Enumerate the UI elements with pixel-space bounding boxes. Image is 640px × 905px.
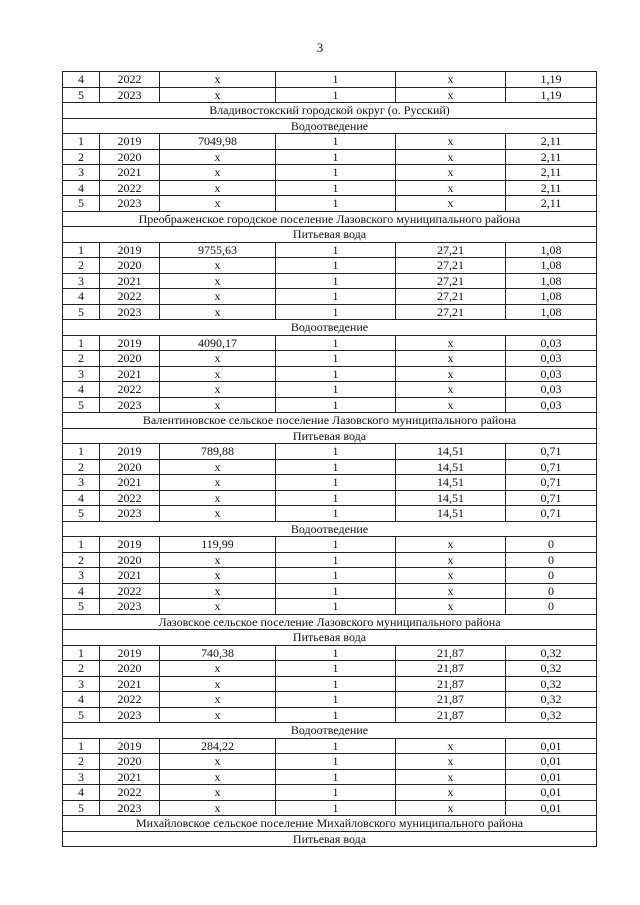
index-cell: 1,08 [506,242,597,258]
table-row [63,754,597,770]
year-cell: 2020 [100,351,160,367]
year-cell: 2022 [100,785,160,801]
subsection-header-row [63,630,597,646]
section-title: Владивостокский городской округ (о. Русский) [63,103,597,119]
factor-cell: 1 [276,397,396,413]
row-number-cell: 2 [63,552,100,568]
row-number-cell: 4 [63,180,100,196]
factor-cell: 1 [276,738,396,754]
subsection-title: Водоотведение [63,723,597,739]
factor-cell: 1 [276,382,396,398]
norm-cell: 21,87 [396,707,506,723]
factor-cell: 1 [276,87,396,103]
norm-cell: x [396,72,506,88]
year-cell: 2021 [100,769,160,785]
index-cell: 0,01 [506,738,597,754]
row-number-cell: 1 [63,134,100,150]
subsection-header-row [63,118,597,134]
factor-cell: 1 [276,258,396,274]
row-number-cell: 1 [63,738,100,754]
index-cell: 0,32 [506,692,597,708]
base-value-cell: x [160,149,276,165]
row-number-cell: 2 [63,754,100,770]
table-row [63,537,597,553]
row-number-cell: 4 [63,382,100,398]
base-value-cell: 7049,98 [160,134,276,150]
table-row [63,72,597,88]
norm-cell: x [396,583,506,599]
page-number: 3 [316,40,324,55]
table-row [63,444,597,460]
table-row [63,692,597,708]
row-number-cell: 5 [63,87,100,103]
base-value-cell: x [160,769,276,785]
norm-cell: x [396,351,506,367]
year-cell: 2020 [100,552,160,568]
table-row [63,87,597,103]
norm-cell: 14,51 [396,459,506,475]
base-value-cell: x [160,351,276,367]
row-number-cell: 5 [63,397,100,413]
base-value-cell: 740,38 [160,645,276,661]
base-value-cell: x [160,258,276,274]
norm-cell: 14,51 [396,490,506,506]
year-cell: 2021 [100,366,160,382]
factor-cell: 1 [276,475,396,491]
factor-cell: 1 [276,335,396,351]
subsection-title: Питьевая вода [63,630,597,646]
base-value-cell: x [160,800,276,816]
row-number-cell: 2 [63,149,100,165]
table-row [63,180,597,196]
year-cell: 2023 [100,304,160,320]
norm-cell: 21,87 [396,692,506,708]
year-cell: 2023 [100,87,160,103]
base-value-cell: 789,88 [160,444,276,460]
section-title: Валентиновское сельское поселение Лазовского муниципального района [63,413,597,429]
row-number-cell: 4 [63,583,100,599]
norm-cell: x [396,800,506,816]
year-cell: 2020 [100,149,160,165]
index-cell: 0,01 [506,754,597,770]
factor-cell: 1 [276,769,396,785]
factor-cell: 1 [276,149,396,165]
base-value-cell: x [160,289,276,305]
index-cell: 0,03 [506,397,597,413]
table-row [63,242,597,258]
subsection-header-row [63,723,597,739]
factor-cell: 1 [276,568,396,584]
index-cell: 0,03 [506,382,597,398]
norm-cell: 27,21 [396,304,506,320]
year-cell: 2023 [100,506,160,522]
table-row [63,800,597,816]
factor-cell: 1 [276,72,396,88]
subsection-header-row [63,428,597,444]
table-row [63,769,597,785]
section-header-row [63,413,597,429]
index-cell: 0 [506,599,597,615]
row-number-cell: 3 [63,273,100,289]
norm-cell: x [396,552,506,568]
factor-cell: 1 [276,645,396,661]
tariff-table [62,71,597,847]
subsection-header-row [63,320,597,336]
factor-cell: 1 [276,366,396,382]
norm-cell: x [396,149,506,165]
section-header-row [63,816,597,832]
base-value-cell: x [160,661,276,677]
table-row [63,506,597,522]
table-row [63,165,597,181]
factor-cell: 1 [276,273,396,289]
index-cell: 0,71 [506,490,597,506]
base-value-cell: x [160,72,276,88]
norm-cell: 14,51 [396,506,506,522]
table-row [63,289,597,305]
base-value-cell: x [160,568,276,584]
row-number-cell: 1 [63,444,100,460]
norm-cell: x [396,537,506,553]
table-row [63,785,597,801]
factor-cell: 1 [276,165,396,181]
norm-cell: 21,87 [396,676,506,692]
row-number-cell: 3 [63,475,100,491]
table-row [63,459,597,475]
norm-cell: x [396,180,506,196]
year-cell: 2021 [100,273,160,289]
year-cell: 2023 [100,800,160,816]
index-cell: 1,08 [506,289,597,305]
base-value-cell: x [160,382,276,398]
year-cell: 2019 [100,134,160,150]
year-cell: 2019 [100,645,160,661]
norm-cell: x [396,196,506,212]
index-cell: 0 [506,568,597,584]
index-cell: 0,01 [506,800,597,816]
table-body [63,72,597,847]
year-cell: 2023 [100,397,160,413]
row-number-cell: 3 [63,568,100,584]
index-cell: 0,03 [506,335,597,351]
base-value-cell: x [160,583,276,599]
year-cell: 2020 [100,258,160,274]
norm-cell: x [396,165,506,181]
index-cell: 0,01 [506,785,597,801]
base-value-cell: 119,99 [160,537,276,553]
year-cell: 2023 [100,599,160,615]
row-number-cell: 3 [63,165,100,181]
table-row [63,645,597,661]
section-title: Преображенское городское поселение Лазовского муниципального района [63,211,597,227]
index-cell: 0,71 [506,475,597,491]
index-cell: 1,08 [506,273,597,289]
factor-cell: 1 [276,537,396,553]
factor-cell: 1 [276,459,396,475]
table-row [63,583,597,599]
factor-cell: 1 [276,180,396,196]
norm-cell: x [396,599,506,615]
table-row [63,475,597,491]
section-title: Лазовское сельское поселение Лазовского муниципального района [63,614,597,630]
year-cell: 2022 [100,692,160,708]
base-value-cell: x [160,490,276,506]
year-cell: 2023 [100,196,160,212]
year-cell: 2022 [100,180,160,196]
factor-cell: 1 [276,692,396,708]
norm-cell: 14,51 [396,475,506,491]
index-cell: 0,03 [506,366,597,382]
row-number-cell: 5 [63,196,100,212]
factor-cell: 1 [276,785,396,801]
table-row [63,676,597,692]
table-row [63,258,597,274]
table-row [63,382,597,398]
row-number-cell: 4 [63,72,100,88]
index-cell: 2,11 [506,149,597,165]
norm-cell: x [396,382,506,398]
year-cell: 2019 [100,537,160,553]
section-header-row [63,614,597,630]
year-cell: 2020 [100,661,160,677]
norm-cell: 21,87 [396,661,506,677]
norm-cell: x [396,738,506,754]
index-cell: 2,11 [506,180,597,196]
row-number-cell: 4 [63,289,100,305]
row-number-cell: 2 [63,351,100,367]
index-cell: 2,11 [506,165,597,181]
base-value-cell: x [160,397,276,413]
index-cell: 0,71 [506,444,597,460]
table-row [63,568,597,584]
base-value-cell: x [160,692,276,708]
table-row [63,599,597,615]
norm-cell: x [396,785,506,801]
base-value-cell: x [160,180,276,196]
row-number-cell: 2 [63,459,100,475]
base-value-cell: x [160,599,276,615]
row-number-cell: 5 [63,304,100,320]
table-row [63,366,597,382]
factor-cell: 1 [276,583,396,599]
index-cell: 2,11 [506,134,597,150]
index-cell: 1,08 [506,258,597,274]
year-cell: 2023 [100,707,160,723]
year-cell: 2021 [100,676,160,692]
factor-cell: 1 [276,304,396,320]
table-row [63,707,597,723]
row-number-cell: 4 [63,785,100,801]
index-cell: 2,11 [506,196,597,212]
index-cell: 0,32 [506,676,597,692]
row-number-cell: 1 [63,645,100,661]
base-value-cell: x [160,707,276,723]
table-row [63,335,597,351]
table-row [63,738,597,754]
section-header-row [63,211,597,227]
base-value-cell: x [160,304,276,320]
norm-cell: 27,21 [396,273,506,289]
subsection-title: Водоотведение [63,320,597,336]
factor-cell: 1 [276,506,396,522]
base-value-cell: x [160,459,276,475]
factor-cell: 1 [276,800,396,816]
row-number-cell: 5 [63,599,100,615]
base-value-cell: x [160,87,276,103]
table-row [63,661,597,677]
row-number-cell: 1 [63,335,100,351]
subsection-header-row [63,831,597,847]
row-number-cell: 4 [63,692,100,708]
base-value-cell: x [160,754,276,770]
norm-cell: 27,21 [396,258,506,274]
index-cell: 0,03 [506,351,597,367]
base-value-cell: x [160,676,276,692]
factor-cell: 1 [276,289,396,305]
row-number-cell: 5 [63,707,100,723]
factor-cell: 1 [276,351,396,367]
row-number-cell: 5 [63,506,100,522]
index-cell: 0 [506,583,597,599]
row-number-cell: 1 [63,242,100,258]
base-value-cell: 4090,17 [160,335,276,351]
factor-cell: 1 [276,754,396,770]
base-value-cell: x [160,785,276,801]
table-row [63,552,597,568]
index-cell: 0 [506,537,597,553]
factor-cell: 1 [276,242,396,258]
factor-cell: 1 [276,134,396,150]
row-number-cell: 3 [63,769,100,785]
factor-cell: 1 [276,490,396,506]
base-value-cell: x [160,273,276,289]
row-number-cell: 1 [63,537,100,553]
base-value-cell: 284,22 [160,738,276,754]
norm-cell: x [396,769,506,785]
index-cell: 1,19 [506,72,597,88]
subsection-title: Питьевая вода [63,428,597,444]
norm-cell: x [396,754,506,770]
index-cell: 0,32 [506,645,597,661]
factor-cell: 1 [276,552,396,568]
factor-cell: 1 [276,444,396,460]
base-value-cell: x [160,165,276,181]
base-value-cell: x [160,366,276,382]
subsection-header-row [63,521,597,537]
index-cell: 0,71 [506,506,597,522]
table-row [63,351,597,367]
row-number-cell: 2 [63,661,100,677]
norm-cell: 14,51 [396,444,506,460]
table-row [63,196,597,212]
norm-cell: x [396,568,506,584]
base-value-cell: 9755,63 [160,242,276,258]
year-cell: 2022 [100,583,160,599]
year-cell: 2019 [100,242,160,258]
factor-cell: 1 [276,599,396,615]
year-cell: 2022 [100,490,160,506]
year-cell: 2019 [100,738,160,754]
factor-cell: 1 [276,707,396,723]
factor-cell: 1 [276,676,396,692]
table-row [63,149,597,165]
year-cell: 2021 [100,568,160,584]
table-row [63,134,597,150]
year-cell: 2020 [100,459,160,475]
norm-cell: 27,21 [396,289,506,305]
year-cell: 2020 [100,754,160,770]
row-number-cell: 5 [63,800,100,816]
year-cell: 2021 [100,165,160,181]
index-cell: 0,71 [506,459,597,475]
factor-cell: 1 [276,661,396,677]
norm-cell: x [396,366,506,382]
year-cell: 2019 [100,444,160,460]
table-row [63,490,597,506]
base-value-cell: x [160,475,276,491]
norm-cell: x [396,335,506,351]
index-cell: 0,32 [506,707,597,723]
norm-cell: x [396,87,506,103]
section-header-row [63,103,597,119]
subsection-title: Водоотведение [63,521,597,537]
year-cell: 2019 [100,335,160,351]
year-cell: 2022 [100,382,160,398]
index-cell: 1,19 [506,87,597,103]
base-value-cell: x [160,196,276,212]
section-title: Михайловское сельское поселение Михайловского муниципального района [63,816,597,832]
year-cell: 2022 [100,289,160,305]
subsection-title: Питьевая вода [63,831,597,847]
table-row [63,273,597,289]
norm-cell: 21,87 [396,645,506,661]
subsection-header-row [63,227,597,243]
row-number-cell: 3 [63,366,100,382]
factor-cell: 1 [276,196,396,212]
norm-cell: x [396,397,506,413]
year-cell: 2021 [100,475,160,491]
row-number-cell: 2 [63,258,100,274]
index-cell: 1,08 [506,304,597,320]
table-row [63,304,597,320]
subsection-title: Водоотведение [63,118,597,134]
base-value-cell: x [160,506,276,522]
row-number-cell: 4 [63,490,100,506]
base-value-cell: x [160,552,276,568]
index-cell: 0 [506,552,597,568]
subsection-title: Питьевая вода [63,227,597,243]
index-cell: 0,32 [506,661,597,677]
norm-cell: 27,21 [396,242,506,258]
table-row [63,397,597,413]
year-cell: 2022 [100,72,160,88]
row-number-cell: 3 [63,676,100,692]
index-cell: 0,01 [506,769,597,785]
norm-cell: x [396,134,506,150]
